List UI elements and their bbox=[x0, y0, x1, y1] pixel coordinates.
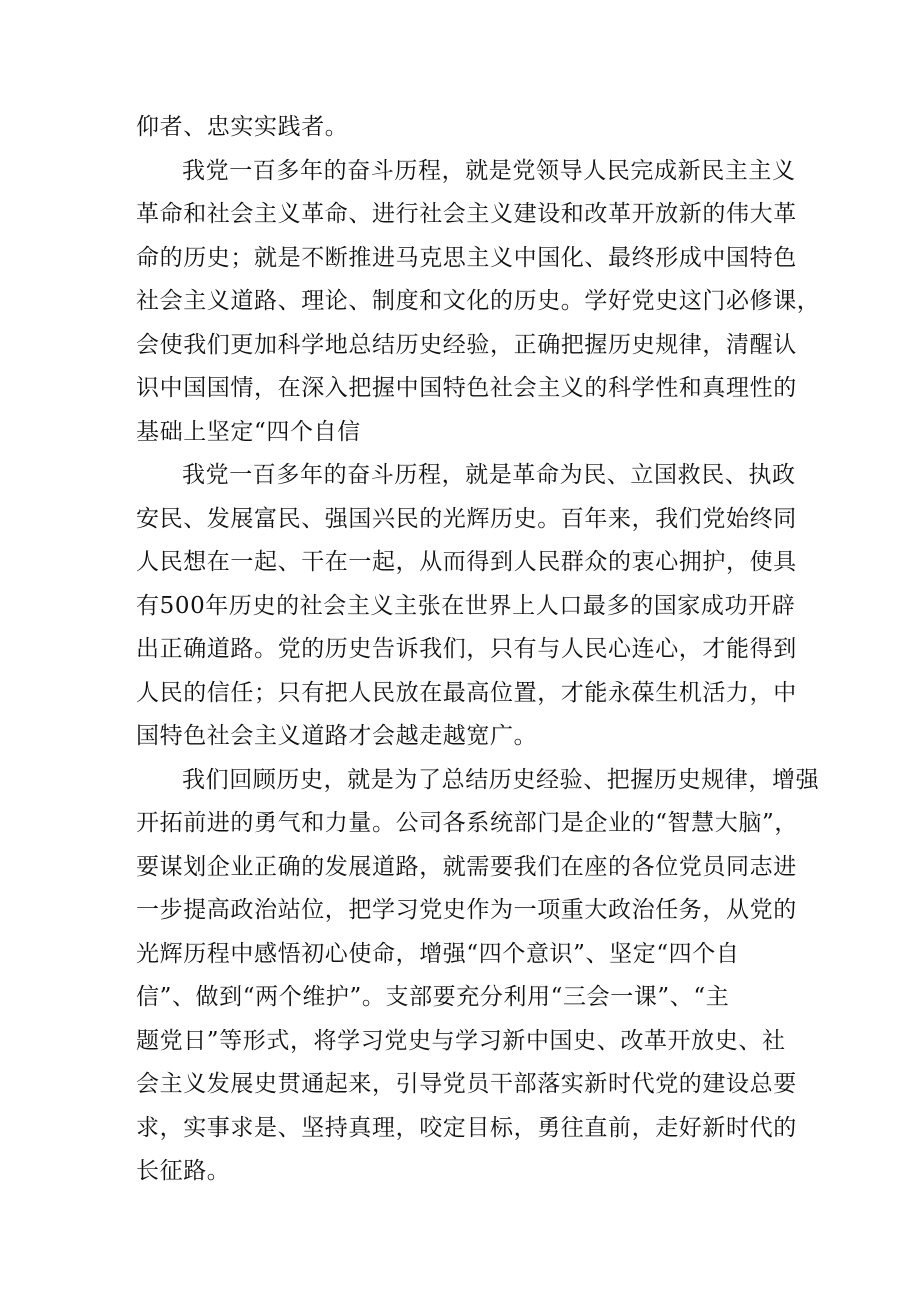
text-line: 一步提高政治站位，把学习党史作为一项重大政治任务，从党的 bbox=[136, 897, 797, 923]
text-line: 会使我们更加科学地总结历史经验，正确把握历史规律，清醒认 bbox=[136, 331, 797, 358]
text-line: 开拓前进的勇气和力量。公司各系统部门是企业的“智慧大脑”， bbox=[136, 810, 798, 836]
text-line: 求，实事求是、坚持真理，咬定目标，勇往直前，走好新时代的 bbox=[136, 1114, 797, 1141]
text-line: 光辉历程中感悟初心使命，增强“四个意识”、坚定“四个自 bbox=[136, 940, 740, 967]
paragraph-start-line: 我党一百多年的奋斗历程，就是党领导人民完成新民主主义 bbox=[182, 157, 796, 184]
text-line: 识中国国情，在深入把握中国特色社会主义的科学性和真理性的 bbox=[136, 375, 797, 401]
text-line: 题党日”等形式，将学习党史与学习新中国史、改革开放史、社 bbox=[136, 1027, 786, 1054]
text-line: 革命和社会主义革命、进行社会主义建设和改革开放新的伟大革 bbox=[136, 201, 797, 227]
text-line: 社会主义道路、理论、制度和文化的历史。学好党史这门必修课， bbox=[136, 288, 821, 314]
text-line: 仰者、忠实实践者。 bbox=[136, 114, 349, 140]
text-line: 命的历史；就是不断推进马克思主义中国化、最终形成中国特色 bbox=[136, 244, 797, 271]
text-line: 基础上坚定“四个自信 bbox=[136, 418, 361, 445]
text-line: 信”、做到“两个维护”。支部要充分利用“三会一课”、“主 bbox=[136, 984, 730, 1010]
text-line: 出正确道路。党的历史告诉我们，只有与人民心连心，才能得到 bbox=[136, 636, 797, 662]
text-line: 长征路。 bbox=[136, 1158, 231, 1184]
text-line: 人民的信任；只有把人民放在最高位置，才能永葆生机活力，中 bbox=[136, 679, 797, 706]
text-line: 国特色社会主义道路才会越走越宽广。 bbox=[136, 723, 538, 749]
text-line: 会主义发展史贯通起来，引导党员干部落实新时代党的建设总要 bbox=[136, 1071, 797, 1097]
text-line: 人民想在一起、干在一起，从而得到人民群众的衷心拥护，使具 bbox=[136, 549, 797, 575]
text-line: 有500年历史的社会主义主张在世界上人口最多的国家成功开辟 bbox=[136, 592, 796, 619]
paragraph-start-line: 我党一百多年的奋斗历程，就是革命为民、立国救民、执政 bbox=[182, 462, 796, 488]
text-line: 要谋划企业正确的发展道路，就需要我们在座的各位党员同志进 bbox=[136, 853, 797, 880]
paragraph-start-line: 我们回顾历史，就是为了总结历史经验、把握历史规律，增强 bbox=[182, 766, 820, 793]
text-line: 安民、发展富民、强国兴民的光辉历史。百年来，我们党始终同 bbox=[136, 505, 797, 532]
document-body bbox=[136, 106, 821, 1194]
